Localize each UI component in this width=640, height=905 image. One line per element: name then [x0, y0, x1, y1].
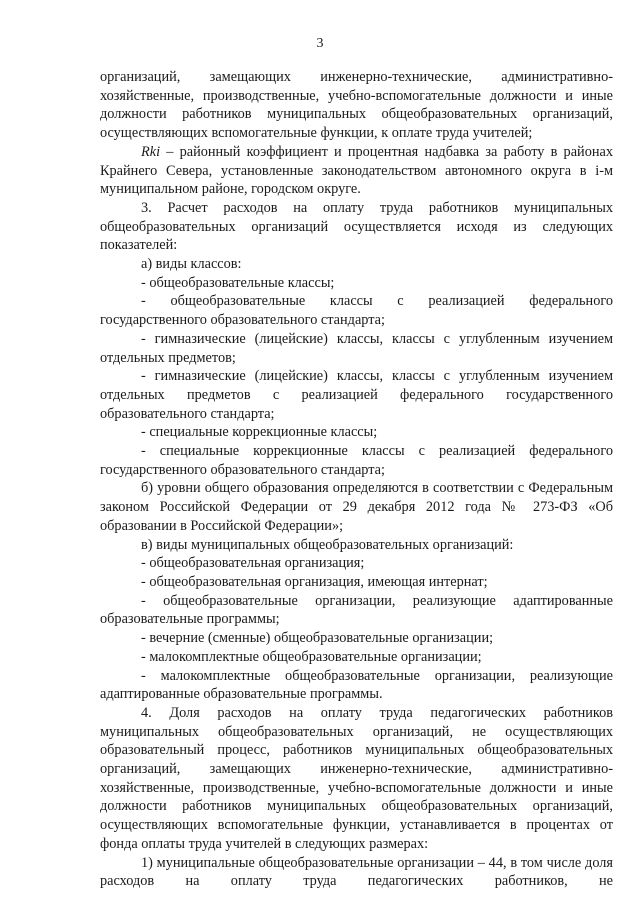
list-item: - малокомплектные общеобразовательные организации;	[141, 648, 482, 665]
list-item: - общеобразовательная организация;	[141, 555, 365, 572]
paragraph: организаций, замещающих инженерно-технические, административно-хозяйственные, производственные, учебно-вспомогательные должности и иные должности работников муниципальных общеобразовательных организаций, осуществляющих вспомогательные функции, к оплате труда учителей;	[100, 69, 613, 142]
list-item: - гимназические (лицейские) классы, классы с углубленным изучением отдельных предметов с реализацией федерального государственного образовательного стандарта;	[100, 368, 613, 422]
paragraph: 1) муниципальные общеобразовательные организации – 44, в том числе доля расходов на оплату труда педагогических работников, не	[100, 854, 613, 890]
list-item: - специальные коррекционные классы с реализацией федерального государственного образовательного стандарта;	[100, 443, 613, 478]
list-item: - вечерние (сменные) общеобразовательные организации;	[141, 630, 494, 647]
list-item: - общеобразовательные организации, реализующие адаптированные образовательные программы;	[100, 592, 613, 628]
list-heading: в) виды муниципальных общеобразовательных организаций:	[141, 536, 514, 553]
paragraph: б) уровни общего образования определяются в соответствии с Федеральным законом Российской Федерации от 29 декабря 2012 года № 273-ФЗ «Об образовании в Российской Федерации»;	[100, 480, 613, 534]
paragraph-text: – районный коэффициент и процентная надбавка за работу в районах Крайнего Севера, установленные законодательством автономного округа в i-м муниципальном районе, городском округе.	[100, 143, 613, 198]
paragraph: 3. Расчет расходов на оплату труда работников муниципальных общеобразовательных организаций осуществляется исходя из следующих показателей:	[100, 199, 613, 254]
paragraph	[100, 143, 613, 199]
list-heading: а) виды классов:	[141, 256, 242, 273]
list-item: - общеобразовательная организация, имеющая интернат;	[141, 573, 488, 590]
list-item: - общеобразовательные классы с реализацией федерального государственного образовательного стандарта;	[100, 293, 613, 329]
page-number: 3	[316, 36, 324, 51]
list-item: - специальные коррекционные классы;	[141, 424, 378, 441]
list-item: - гимназические (лицейские) классы, классы с углубленным изучением отдельных предметов;	[100, 330, 613, 366]
list-item: - общеобразовательные классы;	[141, 274, 335, 291]
paragraph: 4. Доля расходов на оплату труда педагогических работников муниципальных общеобразовательных организаций, не осуществляющих образовательный процесс, работников муниципальных общеобразовательных организаций, замещающих инженерно-технические, административно-хозяйственные, производственные, учебно-вспомогательные должности и иные должности работников муниципальных общеобразовательных организаций, осуществляющих вспомогательные функции, устанавливается в процентах от фонда оплаты труда учителей в следующих размерах:	[100, 704, 613, 852]
list-item: - малокомплектные общеобразовательные организации, реализующие адаптированные образовательные программы.	[100, 667, 613, 703]
document-body	[100, 68, 613, 891]
formula-term: Rki	[141, 143, 161, 160]
